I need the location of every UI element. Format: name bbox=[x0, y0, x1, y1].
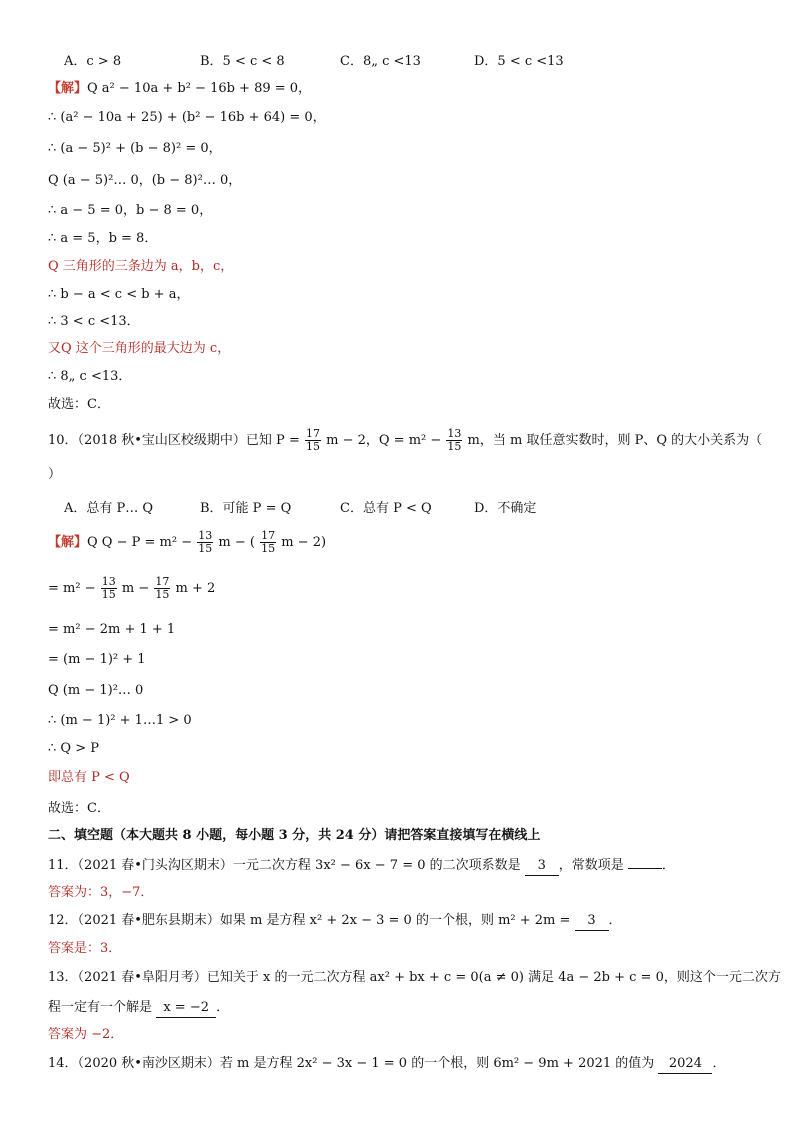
q13-text: 程一定有一个解是 bbox=[48, 1000, 153, 1015]
q10-question bbox=[48, 428, 762, 454]
q10-sol-text: m − ( bbox=[218, 535, 255, 550]
q13-text-end: ． bbox=[216, 1000, 230, 1015]
fraction bbox=[260, 530, 276, 555]
q13-question-line2 bbox=[48, 999, 229, 1018]
q12-text-end: ． bbox=[608, 913, 622, 928]
solution-tag: 【解】 bbox=[48, 81, 88, 96]
answer-blank: 3 bbox=[525, 857, 559, 876]
denominator: 15 bbox=[198, 542, 213, 555]
q10-answer: 故选：C． bbox=[48, 801, 110, 816]
q12-answer: 答案是：3． bbox=[48, 941, 122, 956]
denominator: 15 bbox=[101, 588, 116, 601]
numerator: 13 bbox=[447, 427, 462, 440]
q14-text-end: ． bbox=[712, 1056, 726, 1071]
q9-step: ∴ a = 5，b = 8． bbox=[48, 231, 158, 246]
answer-blank: 2024 bbox=[658, 1055, 712, 1074]
q10-conclusion: 即总有 P < Q bbox=[48, 770, 130, 785]
numerator: 17 bbox=[261, 529, 276, 542]
q9-solution-line bbox=[48, 80, 311, 98]
q9-max-side-note: 又Q 这个三角形的最大边为 c， bbox=[48, 341, 231, 356]
q10-step: = m² − 2m + 1 + 1 bbox=[48, 622, 176, 637]
numerator: 17 bbox=[155, 575, 170, 588]
q10-sol-text: m − bbox=[121, 581, 150, 596]
q10-close-paren: ） bbox=[48, 467, 62, 482]
q9-option-a: A．c > 8 bbox=[64, 54, 122, 69]
denominator: 15 bbox=[261, 542, 276, 555]
q10-option-c: C．总有 P < Q bbox=[340, 501, 432, 516]
q10-step: ∴ (m − 1)² + 1…1 > 0 bbox=[48, 713, 192, 728]
denominator: 15 bbox=[305, 440, 320, 453]
answer-blank: x = −2 bbox=[156, 999, 216, 1018]
numerator: 13 bbox=[101, 575, 116, 588]
q10-sol-text: m − 2) bbox=[281, 535, 327, 550]
q9-option-b: B．5 < c < 8 bbox=[200, 54, 285, 69]
answer-blank bbox=[628, 868, 662, 869]
q10-text-mid: m − 2，Q = m² − bbox=[326, 433, 442, 448]
q9-step: ∴ 3 < c <13． bbox=[48, 314, 140, 329]
q9-option-d: D．5 < c <13 bbox=[474, 54, 564, 69]
numerator: 17 bbox=[305, 427, 320, 440]
q10-step: = (m − 1)² + 1 bbox=[48, 652, 146, 667]
q10-solution-line2 bbox=[48, 576, 215, 602]
q14-text: 14．（2020 秋•南沙区期末）若 m 是方程 2x² − 3x − 1 = 0 的一个根，则 6m² − 9m + 2021 的值为 bbox=[48, 1056, 655, 1071]
q10-option-d: D．不确定 bbox=[474, 501, 537, 516]
q10-text-prefix: 10．（2018 秋•宝山区校级期中）已知 P = bbox=[48, 433, 300, 448]
q9-triangle-sides-note: Q 三角形的三条边为 a，b，c， bbox=[48, 259, 234, 274]
q9-option-c: C．8„ c <13 bbox=[340, 54, 421, 69]
q13-answer: 答案为 −2． bbox=[48, 1027, 124, 1042]
q9-solution-first: Q a² − 10a + b² − 16b + 89 = 0， bbox=[87, 81, 312, 96]
q9-step: ∴ a − 5 = 0，b − 8 = 0， bbox=[48, 203, 213, 218]
fraction bbox=[154, 576, 170, 601]
q9-step: ∴ (a − 5)² + (b − 8)² = 0， bbox=[48, 141, 222, 156]
q9-step: ∴ (a² − 10a + 25) + (b² − 16b + 64) = 0， bbox=[48, 110, 326, 125]
fraction bbox=[197, 530, 213, 555]
q10-text-suffix: m，当 m 取任意实数时，则 P、Q 的大小关系为（ bbox=[467, 433, 763, 448]
q14-question bbox=[48, 1055, 725, 1074]
numerator: 13 bbox=[198, 529, 213, 542]
solution-tag: 【解】 bbox=[48, 535, 88, 550]
q13-question-line1: 13．（2021 春•阜阳月考）已知关于 x 的一元二次方程 ax² + bx + c = 0(a ≠ 0) 满足 4a − 2b + c = 0，则这个一元二次方 bbox=[48, 970, 781, 985]
fraction bbox=[101, 576, 117, 601]
q9-answer: 故选：C． bbox=[48, 397, 110, 412]
q10-step: ∴ Q > P bbox=[48, 741, 99, 756]
q10-sol-text: m + 2 bbox=[175, 581, 216, 596]
q10-solution-line bbox=[48, 530, 326, 556]
q10-sol-text: = m² − bbox=[48, 581, 96, 596]
q11-text-mid: ，常数项是 bbox=[558, 858, 624, 873]
q9-step: ∴ 8„ c <13． bbox=[48, 369, 132, 384]
q10-option-a: A．总有 P… Q bbox=[64, 501, 154, 516]
answer-blank: 3 bbox=[575, 912, 609, 931]
q12-text: 12．（2021 春•肥东县期末）如果 m 是方程 x² + 2x − 3 = 0 的一个根，则 m² + 2m = bbox=[48, 913, 571, 928]
q12-question bbox=[48, 912, 622, 931]
fraction bbox=[305, 428, 321, 453]
q11-text: 11．（2021 春•门头沟区期末）一元二次方程 3x² − 6x − 7 = 0 的二次项系数是 bbox=[48, 858, 521, 873]
q10-step: Q (m − 1)²… 0 bbox=[48, 683, 144, 698]
q11-text-end: ． bbox=[661, 858, 675, 873]
q10-sol-text: Q Q − P = m² − bbox=[87, 535, 193, 550]
q11-question bbox=[48, 857, 675, 876]
q9-step: Q (a − 5)²… 0，(b − 8)²… 0， bbox=[48, 173, 242, 188]
fraction bbox=[446, 428, 462, 453]
q10-option-b: B．可能 P = Q bbox=[200, 501, 292, 516]
q9-step: ∴ b − a < c < b + a， bbox=[48, 287, 190, 302]
denominator: 15 bbox=[447, 440, 462, 453]
q11-answer: 答案为：3，−7． bbox=[48, 885, 154, 900]
section-title: 二、填空题（本大题共 8 小题，每小题 3 分，共 24 分）请把答案直接填写在横线上 bbox=[48, 828, 541, 843]
denominator: 15 bbox=[155, 588, 170, 601]
